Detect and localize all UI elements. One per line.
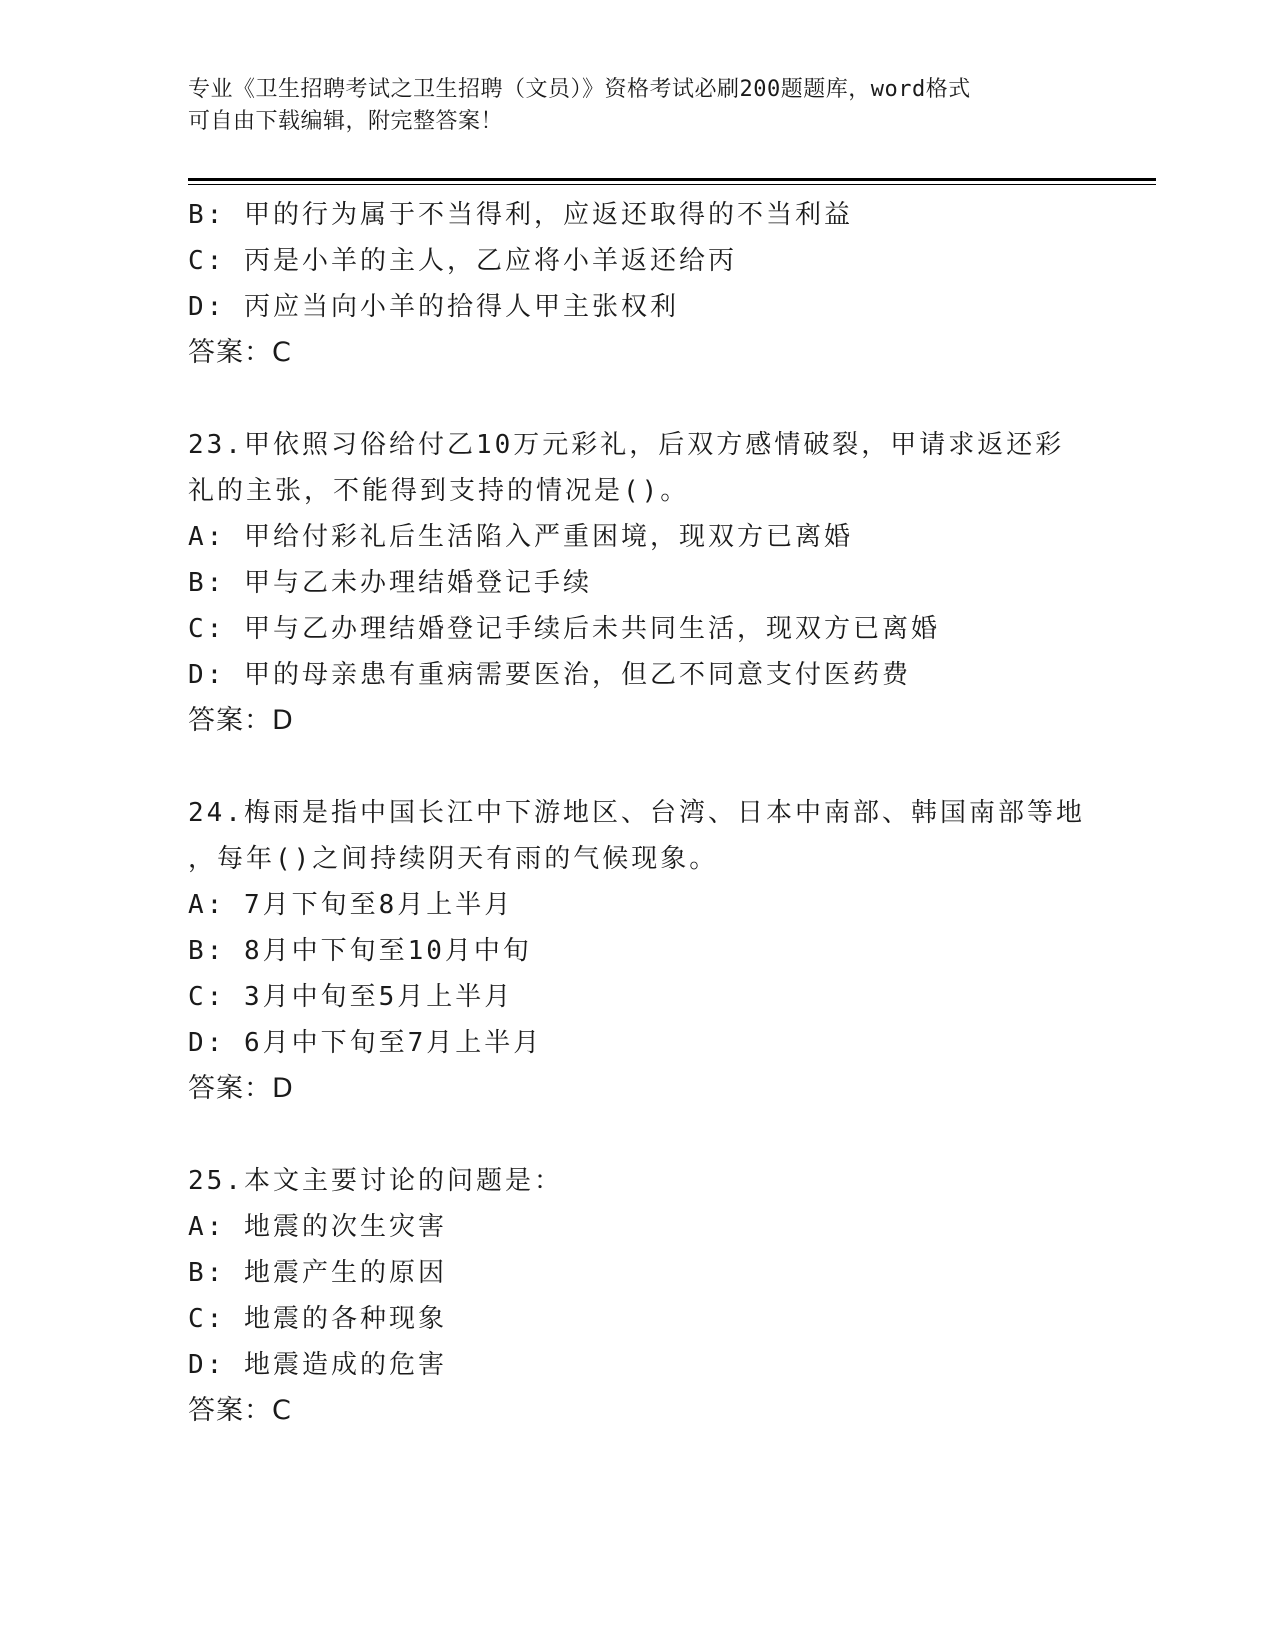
header-line-2: 可自由下载编辑，附完整答案！: [188, 109, 504, 134]
option-b: B: 8月中下旬至10月中旬: [188, 936, 532, 966]
header-rule-thin: [188, 184, 1156, 185]
option-c: C: 地震的各种现象: [188, 1304, 447, 1334]
option-d: D: 甲的母亲患有重病需要医治，但乙不同意支付医药费: [188, 660, 911, 690]
option-d: D: 丙应当向小羊的拾得人甲主张权利: [188, 292, 679, 322]
header-line-1: 专业《卫生招聘考试之卫生招聘（文员）》资格考试必刷200题题库，word格式: [188, 77, 971, 102]
option-c: C: 丙是小羊的主人，乙应将小羊返还给丙: [188, 246, 737, 276]
question-stem-line-2: ，每年()之间持续阴天有雨的气候现象。: [188, 844, 719, 874]
question-stem-line-1: 23.甲依照习俗给付乙10万元彩礼，后双方感情破裂，甲请求返还彩: [188, 430, 1065, 460]
question-stem-line-1: 24.梅雨是指中国长江中下游地区、台湾、日本中南部、韩国南部等地: [188, 798, 1085, 828]
header-rule-thick: [188, 178, 1156, 181]
option-c: C: 甲与乙办理结婚登记手续后未共同生活，现双方已离婚: [188, 614, 940, 644]
question-22: [188, 192, 1088, 376]
question-24: [188, 790, 1088, 1112]
option-a: A: 地震的次生灾害: [188, 1212, 447, 1242]
answer-line: 答案：C: [188, 1395, 292, 1426]
question-content: [188, 192, 1088, 1434]
document-header: [188, 74, 1068, 138]
option-a: A: 甲给付彩礼后生活陷入严重困境，现双方已离婚: [188, 522, 853, 552]
option-b: B: 甲与乙未办理结婚登记手续: [188, 568, 592, 598]
question-25: [188, 1158, 1088, 1434]
option-a: A: 7月下旬至8月上半月: [188, 890, 514, 920]
option-d: D: 地震造成的危害: [188, 1350, 447, 1380]
question-stem-line-2: 礼的主张，不能得到支持的情况是()。: [188, 476, 690, 506]
answer-line: 答案：C: [188, 337, 292, 368]
option-b: B: 地震产生的原因: [188, 1258, 447, 1288]
option-d: D: 6月中下旬至7月上半月: [188, 1028, 543, 1058]
question-stem-line-1: 25.本文主要讨论的问题是：: [188, 1166, 563, 1196]
question-23: [188, 422, 1088, 744]
answer-line: 答案：D: [188, 1073, 294, 1104]
option-b: B: 甲的行为属于不当得利，应返还取得的不当利益: [188, 200, 853, 230]
option-c: C: 3月中旬至5月上半月: [188, 982, 514, 1012]
answer-line: 答案：D: [188, 705, 294, 736]
